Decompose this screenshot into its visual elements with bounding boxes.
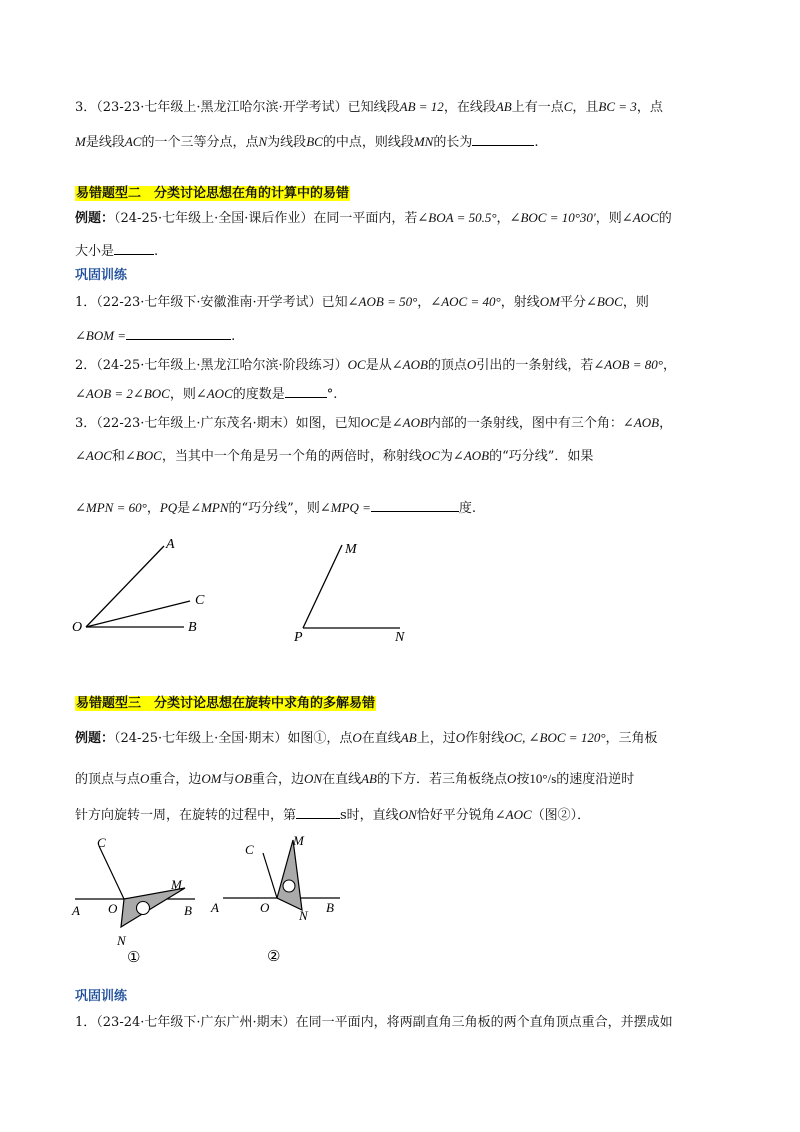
s2-p2-line-2: ∠AOB = 2∠BOC，则∠AOC的度数是 °. <box>75 383 337 405</box>
label-m: M <box>171 877 182 892</box>
answer-blank[interactable] <box>371 497 459 512</box>
answer-blank[interactable] <box>114 240 154 255</box>
label-b: B <box>184 903 192 918</box>
q3-line-1: 3．（23-23·七年级上·黑龙江哈尔滨·开学考试）已知线段AB = 12，在线段AB上有一点C，且BC = 3，点 <box>75 99 663 115</box>
s2-p3-line-2: ∠AOC和∠BOC，当其中一个角是另一个角的两倍时，称射线OC为∠AOB的“巧分线”．如果 <box>75 448 594 464</box>
s3-p1-line-1: 1．（23-24·七年级下·广东广州·期末）在同一平面内，将两副直角三角板的两个直角顶点重合，并摆成如 <box>75 1015 673 1030</box>
label-a: A <box>72 903 80 918</box>
ray-oc <box>86 601 190 627</box>
label-o: O <box>108 901 118 916</box>
caption-2: ② <box>267 949 281 965</box>
label-o: O <box>72 620 83 635</box>
ray-oc <box>99 846 124 899</box>
label-b: B <box>326 900 334 915</box>
label-n: N <box>117 933 126 948</box>
s2-p3-line-1: 3．（22-23·七年级上·广东茂名·期末）如图，已知OC是∠AOB内部的一条射线，图中有三个角：∠AOB， <box>75 415 673 431</box>
figure-rotation-2 <box>205 828 355 968</box>
label-m: M <box>345 542 357 557</box>
s2-example-line-2: 大小是 . <box>75 240 158 262</box>
s3-example-line-2: 的顶点与点O重合，边OM与OB重合，边ON在直线AB的下方．若三角板绕点O按10°/s的速度沿逆时 <box>75 771 635 787</box>
practice-title-1: 巩固训练 <box>75 268 128 283</box>
label-m: M <box>293 833 304 848</box>
ray-oc <box>263 853 277 898</box>
s2-p2-line-1: 2．（24-25·七年级上·黑龙江哈尔滨·阶段练习）OC是从∠AOB的顶点O引出的一条射线，若∠AOB = 80°， <box>75 357 676 373</box>
answer-blank[interactable] <box>126 325 231 340</box>
label-n: N <box>299 908 308 923</box>
ray-oa <box>86 546 164 627</box>
label-b: B <box>188 620 197 635</box>
triangle-board <box>121 888 185 927</box>
label-c: C <box>245 842 254 857</box>
ray-pm <box>303 545 342 628</box>
q3-line-2: M是线段AC的一个三等分点，点N为线段BC的中点，则线段MN的长为 . <box>75 131 538 153</box>
triangle-hole <box>137 902 150 915</box>
triangle-hole <box>283 880 295 892</box>
s2-example-line-1: 例题：（24-25·七年级上·全国·课后作业）在同一平面内，若∠BOA = 50.5°，∠BOC = 10°30′，则∠AOC的 <box>75 210 672 226</box>
answer-blank[interactable] <box>285 383 327 398</box>
s2-p1-line-1: 1．（22-23·七年级下·安徽淮南·开学考试）已知∠AOB = 50°，∠AOC = 40°，射线OM平分∠BOC，则 <box>75 294 649 310</box>
figure-angle-aob <box>60 530 230 645</box>
s3-example-line-3: 针方向旋转一周，在旋转的过程中，第 s时，直线ON恰好平分锐角∠AOC（图②）． <box>75 804 590 826</box>
triangle-board <box>277 840 302 910</box>
section-2-title: 易错题型二 分类讨论思想在角的计算中的易错 <box>76 186 350 201</box>
answer-blank[interactable] <box>472 131 534 146</box>
label-a: A <box>166 537 175 552</box>
label-p: P <box>294 630 303 645</box>
s2-p3-line-3: ∠MPN = 60°，PQ是∠MPN的“巧分线”，则∠MPQ = 度. <box>75 497 476 519</box>
answer-blank[interactable] <box>296 804 340 819</box>
figure-angle-mpn <box>285 535 415 645</box>
caption-1: ① <box>127 950 141 966</box>
label-c: C <box>97 835 106 850</box>
s2-p1-line-2: ∠BOM = . <box>75 325 235 347</box>
s3-example-line-1: 例题：（24-25·七年级上·全国·期末）如图①，点O在直线AB上，过O作射线OC, ∠BOC = 120°，三角板 <box>75 730 658 746</box>
label-n: N <box>395 630 405 645</box>
section-3-title: 易错题型三 分类讨论思想在旋转中求角的多解易错 <box>76 696 376 711</box>
label-a: A <box>211 900 219 915</box>
label-o: O <box>260 900 270 915</box>
practice-title-2: 巩固训练 <box>75 989 128 1004</box>
figure-rotation-1 <box>65 833 205 968</box>
label-c: C <box>195 593 205 608</box>
